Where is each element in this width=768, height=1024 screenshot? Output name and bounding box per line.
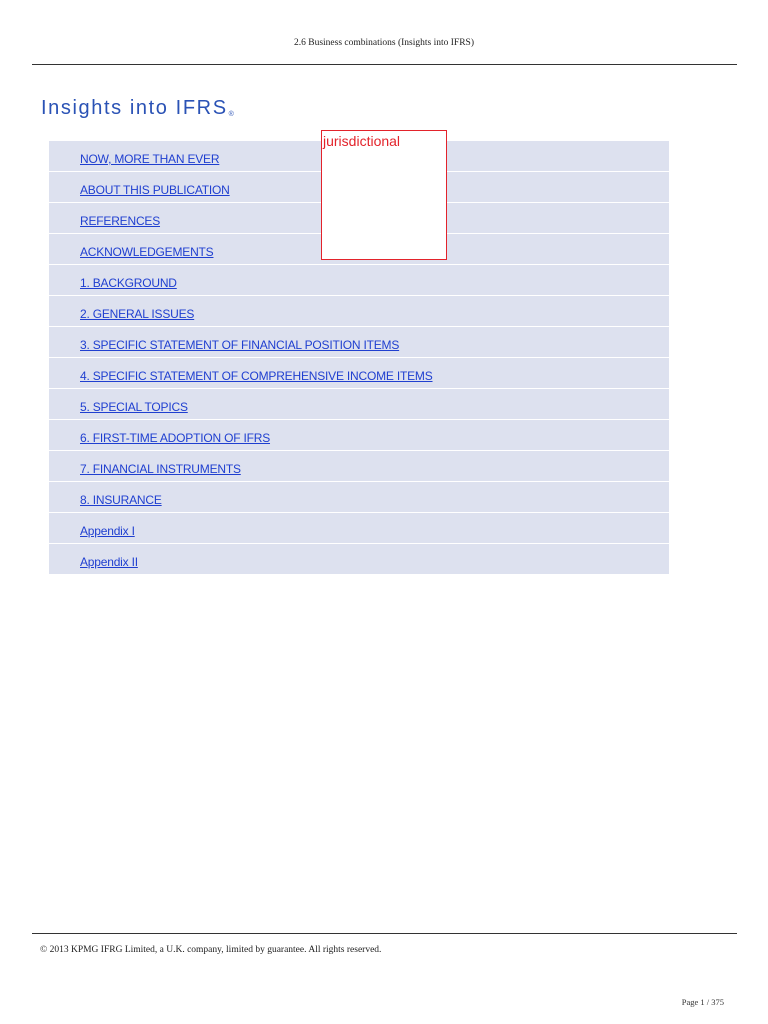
toc-link-special-topics[interactable]: 5. SPECIAL TOPICS — [80, 400, 188, 414]
document-title-text: Insights into IFRS — [41, 97, 228, 119]
toc-row — [49, 544, 669, 574]
toc-row — [49, 420, 669, 450]
toc-row — [49, 296, 669, 326]
toc-link-now-more-than-ever[interactable]: NOW, MORE THAN EVER — [80, 152, 220, 166]
running-header: 2.6 Business combinations (Insights into IFRS) — [294, 38, 474, 48]
toc-link-acknowledgements[interactable]: ACKNOWLEDGEMENTS — [80, 245, 214, 259]
toc-link-comprehensive-income-items[interactable]: 4. SPECIFIC STATEMENT OF COMPREHENSIVE INCOME ITEMS — [80, 369, 433, 383]
toc-link-financial-position-items[interactable]: 3. SPECIFIC STATEMENT OF FINANCIAL POSITION ITEMS — [80, 338, 400, 352]
header-divider — [32, 64, 737, 65]
toc-link-appendix-i[interactable]: Appendix I — [80, 524, 135, 538]
toc-link-background[interactable]: 1. BACKGROUND — [80, 276, 177, 290]
document-title — [41, 97, 234, 120]
toc-link-insurance[interactable]: 8. INSURANCE — [80, 493, 162, 507]
toc-row — [49, 327, 669, 357]
toc-row — [49, 482, 669, 512]
toc-link-references[interactable]: REFERENCES — [80, 214, 161, 228]
registered-mark: ® — [228, 111, 234, 118]
toc-link-general-issues[interactable]: 2. GENERAL ISSUES — [80, 307, 195, 321]
annotation-box[interactable] — [321, 130, 447, 260]
copyright-notice: © 2013 KPMG IFRG Limited, a U.K. company, limited by guarantee. All rights reserved. — [40, 945, 382, 955]
toc-row — [49, 265, 669, 295]
annotation-text: jurisdictional — [323, 133, 401, 149]
toc-row — [49, 513, 669, 543]
footer-divider — [32, 933, 737, 934]
toc-row — [49, 451, 669, 481]
toc-row — [49, 358, 669, 388]
page-number: Page 1 / 375 — [681, 997, 724, 1007]
toc-link-first-time-adoption[interactable]: 6. FIRST-TIME ADOPTION OF IFRS — [80, 431, 271, 445]
toc-link-financial-instruments[interactable]: 7. FINANCIAL INSTRUMENTS — [80, 462, 241, 476]
toc-link-appendix-ii[interactable]: Appendix II — [80, 555, 138, 569]
toc-link-about-this-publication[interactable]: ABOUT THIS PUBLICATION — [80, 183, 230, 197]
toc-row — [49, 389, 669, 419]
